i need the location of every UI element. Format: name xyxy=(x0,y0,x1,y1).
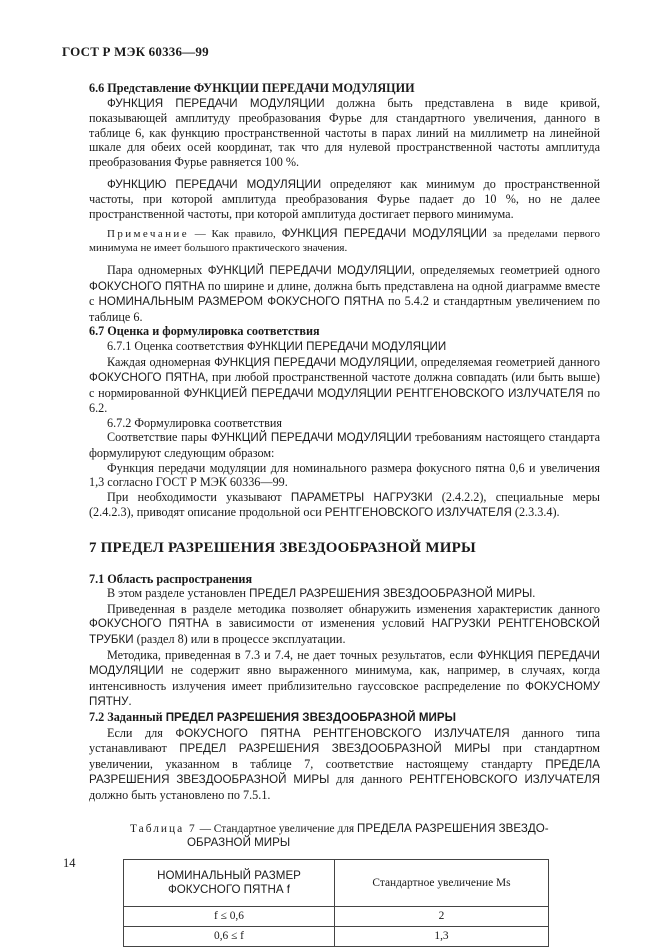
term: ПРЕДЕЛА РАЗРЕШЕНИЯ ЗВЕЗДО- xyxy=(357,821,549,835)
text-run: в зависимости от изменения условий xyxy=(208,616,432,631)
text-run: по 5.4.2 и стандартным увеличением по таблице 6. xyxy=(89,294,600,324)
text-run: (2.3.3.4). xyxy=(511,505,560,520)
paragraph xyxy=(89,648,600,710)
spacer xyxy=(89,256,600,263)
term: ОБРАЗНОЙ МИРЫ xyxy=(187,836,291,850)
term: ФУНКЦИЕЙ ПЕРЕДАЧИ МОДУЛЯЦИИ РЕНТГЕНОВСКОГО ИЗЛУЧАТЕЛЯ xyxy=(183,386,584,400)
term: ФОКУСНОГО ПЯТНА xyxy=(89,617,209,631)
text-run: . xyxy=(128,694,132,709)
paragraph xyxy=(89,177,600,222)
term: ФУНКЦИИ ПЕРЕДАЧИ МОДУЛЯЦИИ xyxy=(246,339,447,353)
term: ФУНКЦИЙ ПЕРЕДАЧИ МОДУЛЯЦИИ xyxy=(211,431,412,445)
section-7-1-heading: 7.1 Область распространения xyxy=(89,571,253,586)
paragraph xyxy=(89,430,600,460)
term: ПАРАМЕТРЫ НАГРУЗКИ xyxy=(290,490,433,504)
term: ФУНКЦИЮ ПЕРЕДАЧИ МОДУЛЯЦИИ xyxy=(107,177,322,191)
paragraph xyxy=(89,355,600,416)
text-run: (раздел 8) или в процессе эксплуатации. xyxy=(133,632,346,646)
section-7-2-heading xyxy=(89,710,600,726)
paragraph xyxy=(89,602,600,648)
text-run: данного типа устанавливают xyxy=(89,725,601,756)
text-run: Пара одномерных xyxy=(107,262,208,277)
text-run: Если для xyxy=(107,725,176,740)
paragraph xyxy=(89,96,600,170)
section-6-6-heading: 6.6 Представление ФУНКЦИИ ПЕРЕДАЧИ МОДУЛЯЦИИ xyxy=(89,81,415,95)
term: ФУНКЦИЯ ПЕРЕДАЧИ МОДУЛЯЦИИ xyxy=(281,227,488,241)
table-row xyxy=(124,907,549,927)
text-run: за пределами первого минимума не имеет большого практического значения. xyxy=(89,228,600,255)
table-row xyxy=(124,927,549,947)
table-7 xyxy=(123,859,549,947)
text-run: должна быть представлена в виде кривой, показывающей амплитуду преобразования Фурье для стандартного увеличения, данного в таблице 6, как функцию пространственной частоты в парах линий на миллиметр на линейной шкале для обеих осей координат, так что для нулевой пространственной частоты амплитуда преобразования Фурье равняется 100 %. xyxy=(89,95,601,169)
text-run: Соответствие пары xyxy=(107,430,211,445)
cell-magnification: 1,3 xyxy=(335,927,549,947)
text-run: При необходимости указывают xyxy=(107,489,291,504)
text-run: Каждая одномерная xyxy=(107,354,215,369)
text-run: — Как правило, xyxy=(188,228,282,241)
page-number: 14 xyxy=(63,856,76,870)
cell-size: f ≤ 0,6 xyxy=(124,907,335,927)
text-run: (2.4.2.2), специальные меры (2.4.2.3), приводят описание продольной оси xyxy=(89,489,600,520)
term: ФУНКЦИЯ ПЕРЕДАЧИ МОДУЛЯЦИИ xyxy=(107,96,325,110)
header-text: НОМИНАЛЬНЫЙ РАЗМЕР ФОКУСНОГО ПЯТНА f xyxy=(157,868,301,897)
column-header-magnification xyxy=(335,860,549,907)
paragraph xyxy=(89,726,600,803)
header-text: Стандартное увеличение Ms xyxy=(372,876,511,889)
text-run: требованиям настоящего стандарта формулируют следующим образом: xyxy=(89,430,600,461)
document-header: ГОСТ Р МЭК 60336—99 xyxy=(62,44,209,59)
page-content xyxy=(89,81,600,947)
table-header-row xyxy=(124,860,549,907)
term: ПРЕДЕЛ РАЗРЕШЕНИЯ ЗВЕЗДООБРАЗНОЙ МИРЫ xyxy=(249,587,533,601)
text-run: Методика, приведенная в 7.3 и 7.4, не дает точных результатов, если xyxy=(107,647,478,662)
text-run: по ширине и длине, должна быть представлена на одной диаграмме вместе с xyxy=(89,278,600,309)
term: ФОКУСНОГО ПЯТНА xyxy=(89,279,205,293)
cell-magnification: 2 xyxy=(335,907,549,927)
text-run: , при любой пространственной частоте должна совпадать (или быть выше) с нормированной xyxy=(89,370,600,400)
term: ФУНКЦИЙ ПЕРЕДАЧИ МОДУЛЯЦИИ xyxy=(207,263,412,277)
term: РЕНТГЕНОВСКОГО ИЗЛУЧАТЕЛЯ xyxy=(324,506,512,520)
paragraph xyxy=(89,586,600,602)
text-run: . xyxy=(532,586,536,601)
text-run: 6.7.1 Оценка соответствия xyxy=(107,338,247,353)
term: ФОКУСНОГО ПЯТНА xyxy=(89,371,206,385)
table-7-caption xyxy=(130,822,600,851)
text-run: при стандартном увеличении, указанном в таблице 7, соответствие настоящему стандарту xyxy=(89,741,601,771)
term: ФОКУСНОМУ ПЯТНУ xyxy=(89,679,600,709)
text-run: , определяемая геометрией данного xyxy=(414,354,600,369)
term: ФУНКЦИЯ ПЕРЕДАЧИ МОДУЛЯЦИИ xyxy=(214,355,415,369)
paragraph: Функция передачи модуляции для номинального размера фокусного пятна 0,6 и увеличения 1,3 согласно ГОСТ Р МЭК 60336—99. xyxy=(89,460,600,490)
text-run: по 6.2. xyxy=(89,385,600,416)
text-run: , определяемых геометрией одного xyxy=(411,262,601,277)
paragraph xyxy=(89,263,600,324)
term: НАГРУЗКИ РЕНТГЕНОВСКОЙ ТРУБКИ xyxy=(89,617,600,646)
text-run: не содержит явно выраженного минимума, как, например, в случаях, когда интенсивность излучения имеет приблизительно гауссовское распределение по xyxy=(89,663,600,693)
text-run: для данного xyxy=(329,772,410,787)
note-label: Примечание xyxy=(107,228,189,241)
term: ПРЕДЕЛ РАЗРЕШЕНИЯ ЗВЕЗДООБРАЗНОЙ МИРЫ xyxy=(179,742,491,756)
text-run: 7.2 Заданный xyxy=(89,709,166,724)
text-run: определяют как минимум до пространственной частоты, при которой амплитуда преобразования Фурье падает до 10 %, но не далее пространственной частоты, при которой амплитуда достигает первого минимума. xyxy=(89,176,600,221)
spacer xyxy=(89,170,600,177)
text-run: — Стандартное увеличение для xyxy=(196,822,358,835)
term: ФОКУСНОГО ПЯТНА РЕНТГЕНОВСКОГО ИЗЛУЧАТЕЛЯ xyxy=(175,726,510,740)
table-label: Таблица 7 xyxy=(130,822,197,835)
paragraph xyxy=(89,490,600,521)
text-run: В этом разделе установлен xyxy=(107,586,250,601)
term: РЕНТГЕНОВСКОГО ИЗЛУЧАТЕЛЯ xyxy=(409,773,600,787)
subsection-6-7-1 xyxy=(89,339,600,355)
text-run: Приведенная в разделе методика позволяет обнаружить изменения характеристик данного xyxy=(107,601,600,616)
term: НОМИНАЛЬНЫМ РАЗМЕРОМ ФОКУСНОГО ПЯТНА xyxy=(98,295,384,309)
note xyxy=(89,227,600,256)
cell-size: 0,6 ≤ f xyxy=(124,927,335,947)
section-6-7-heading: 6.7 Оценка и формулировка соответствия xyxy=(89,324,320,339)
column-header-size xyxy=(124,860,335,907)
text-run: должно быть установлено по 7.5.1. xyxy=(89,787,271,802)
term: ПРЕДЕЛ РАЗРЕШЕНИЯ ЗВЕЗДООБРАЗНОЙ МИРЫ xyxy=(165,710,456,724)
term: ФУНКЦИЯ ПЕРЕДАЧИ МОДУЛЯЦИИ xyxy=(89,648,600,678)
section-7-heading: 7 ПРЕДЕЛ РАЗРЕШЕНИЯ ЗВЕЗДООБРАЗНОЙ МИРЫ xyxy=(89,540,476,557)
term: ПРЕДЕЛА РАЗРЕШЕНИЯ ЗВЕЗДООБРАЗНОЙ МИРЫ xyxy=(89,757,600,787)
subsection-6-7-2: 6.7.2 Формулировка соответствия xyxy=(107,415,283,430)
